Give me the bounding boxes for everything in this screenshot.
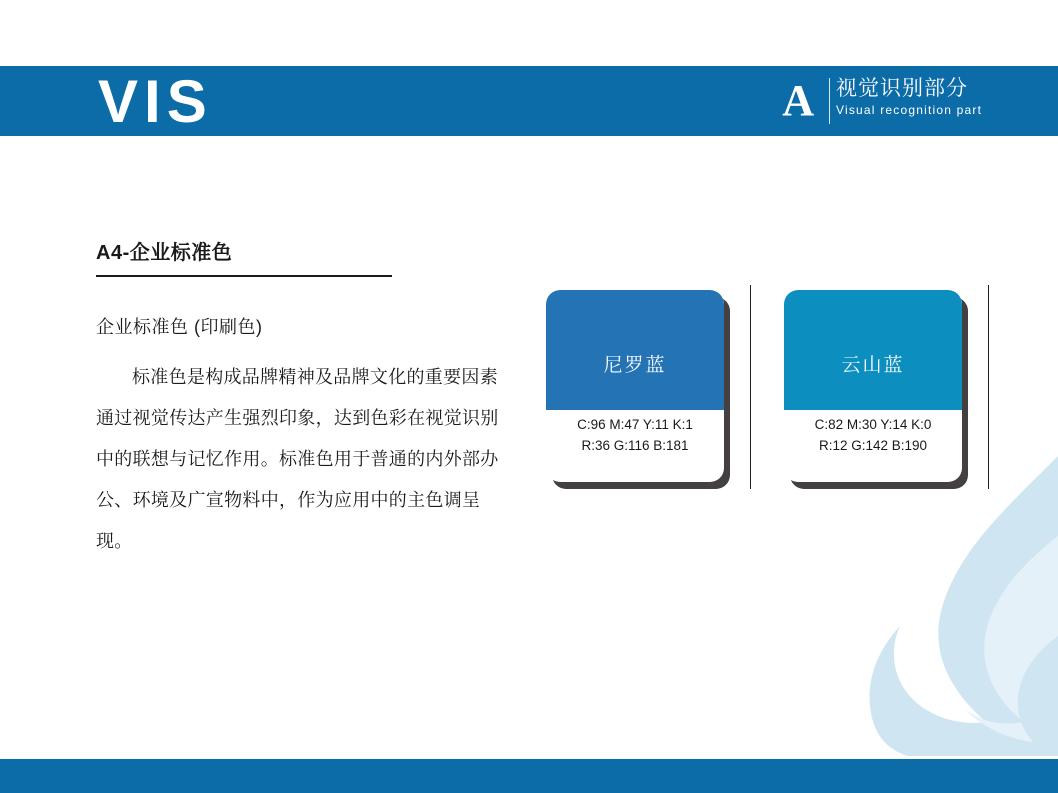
color-name: 尼罗蓝 xyxy=(603,354,667,376)
header-subtitle-cn: 视觉识别部分 xyxy=(836,77,968,100)
page-title: A4-企业标准色 xyxy=(96,242,233,264)
color-card-cloud-mountain-blue xyxy=(784,290,962,482)
title-underline xyxy=(96,275,392,277)
header-subtitle-group xyxy=(836,76,1036,118)
color-values xyxy=(784,414,962,456)
header-divider xyxy=(829,78,830,124)
section-letter: A xyxy=(782,76,814,125)
footer-band xyxy=(0,759,1058,793)
body-paragraph: 标准色是构成品牌精神及品牌文化的重要因素通过视觉传达产生强烈印象，达到色彩在视觉识别中的联想与记忆作用。标准色用于普通的内外部办公、环境及广宣物料中，作为应用中的主色调呈现。 xyxy=(96,367,499,551)
body-lead-text: 企业标准色 (印刷色) xyxy=(96,317,263,337)
header-subtitle-en: Visual recognition part xyxy=(836,103,983,117)
color-rgb: R:12 G:142 B:190 xyxy=(818,438,928,453)
color-cmyk: C:96 M:47 Y:11 K:1 xyxy=(577,417,693,432)
brand-title: VIS xyxy=(98,68,213,135)
card-divider-left xyxy=(750,285,751,489)
color-swatch xyxy=(784,290,962,410)
color-values xyxy=(546,414,724,456)
color-cmyk: C:82 M:30 Y:14 K:0 xyxy=(814,417,932,432)
color-name: 云山蓝 xyxy=(841,354,905,376)
color-rgb: R:36 G:116 B:181 xyxy=(581,438,689,453)
color-card-nile-blue xyxy=(546,290,724,482)
card-divider-right xyxy=(988,285,989,489)
color-swatch xyxy=(546,290,724,410)
